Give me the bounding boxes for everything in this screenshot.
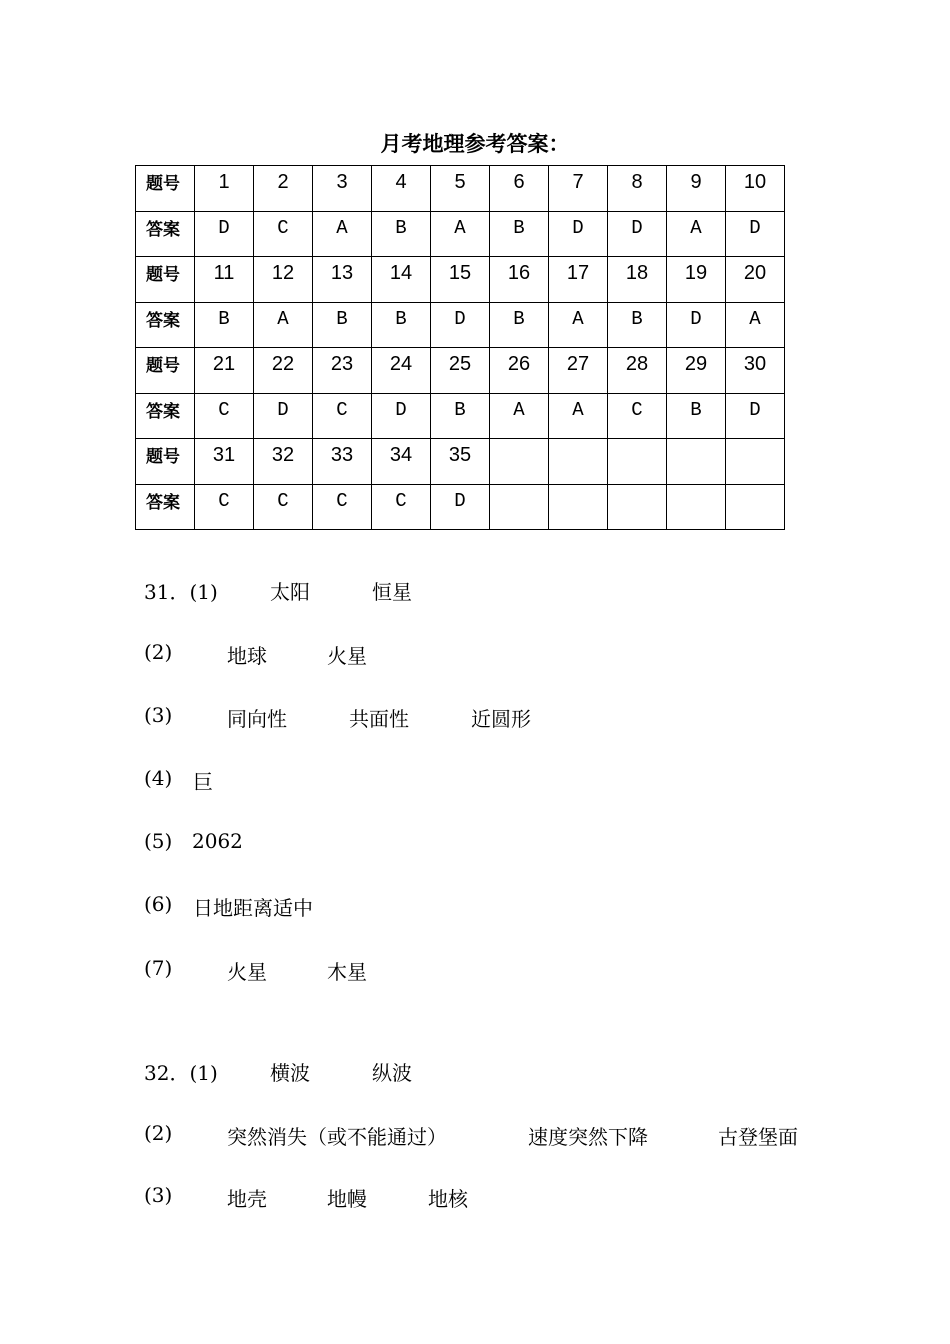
q31-part3-answer-c: 近圆形	[471, 707, 531, 731]
question-number-cell: 34	[372, 439, 431, 485]
q31-part4-label: (4)	[144, 766, 173, 790]
answer-cell: C	[254, 484, 313, 530]
question-number-cell: 14	[372, 257, 431, 303]
q31-part3-answer-a: 同向性	[227, 707, 287, 731]
answer-cell: A	[549, 302, 608, 348]
question-number-cell: 6	[490, 166, 549, 212]
question-number-cell	[549, 439, 608, 485]
q32-part3-answer-c: 地核	[428, 1187, 468, 1211]
answer-cell: D	[195, 211, 254, 257]
q31-part6-label: (6)	[144, 892, 173, 916]
question-number-cell: 35	[431, 439, 490, 485]
answer-cell: B	[667, 393, 726, 439]
question-number-cell: 29	[667, 348, 726, 394]
question-number-cell: 2	[254, 166, 313, 212]
question-number-cell: 22	[254, 348, 313, 394]
answer-cell: C	[313, 393, 372, 439]
question-number-row	[136, 166, 785, 212]
question-number-cell: 18	[608, 257, 667, 303]
q32-part3-answer-b: 地幔	[327, 1187, 367, 1211]
answer-cell: C	[372, 484, 431, 530]
question-number-cell: 11	[195, 257, 254, 303]
answer-cell: A	[549, 393, 608, 439]
answer-label-cell: 答案	[136, 302, 195, 348]
answer-cell	[726, 484, 785, 530]
question-number-cell: 25	[431, 348, 490, 394]
question-number-cell: 3	[313, 166, 372, 212]
answer-cell: A	[313, 211, 372, 257]
q32-part1-label: 32．(1)	[144, 1061, 218, 1085]
question-number-cell: 26	[490, 348, 549, 394]
q31-part2-answer-a: 地球	[227, 644, 267, 668]
answer-cell: C	[195, 393, 254, 439]
answer-row	[136, 211, 785, 257]
question-number-cell: 10	[726, 166, 785, 212]
answer-cell	[667, 484, 726, 530]
question-label-cell: 题号	[136, 166, 195, 212]
question-number-cell: 4	[372, 166, 431, 212]
question-number-cell	[490, 439, 549, 485]
q31-part5-label: (5)	[144, 829, 173, 853]
answer-cell: D	[726, 211, 785, 257]
page-title: 月考地理参考答案：	[380, 132, 570, 156]
question-label-cell: 题号	[136, 348, 195, 394]
question-number-cell: 27	[549, 348, 608, 394]
question-number-cell: 7	[549, 166, 608, 212]
q31-part1-answer-a: 太阳	[270, 580, 310, 604]
answer-cell: B	[608, 302, 667, 348]
answer-cell: A	[490, 393, 549, 439]
answer-cell: B	[372, 302, 431, 348]
answer-cell: A	[254, 302, 313, 348]
q32-part1-answer-b: 纵波	[372, 1061, 412, 1085]
answer-cell: D	[549, 211, 608, 257]
question-label-cell: 题号	[136, 257, 195, 303]
question-label-cell: 题号	[136, 439, 195, 485]
q32-part2-label: (2)	[144, 1121, 173, 1145]
question-number-cell: 33	[313, 439, 372, 485]
answer-cell: D	[431, 484, 490, 530]
question-number-cell: 13	[313, 257, 372, 303]
q31-part3-answer-b: 共面性	[349, 707, 409, 731]
answer-cell: D	[431, 302, 490, 348]
question-number-cell: 8	[608, 166, 667, 212]
q31-part7-answer-a: 火星	[227, 960, 267, 984]
q32-part3-answer-a: 地壳	[227, 1187, 267, 1211]
question-number-cell: 23	[313, 348, 372, 394]
q32-part2-answer-c: 古登堡面	[718, 1125, 798, 1149]
answer-cell: D	[254, 393, 313, 439]
q31-part4-answer: 巨	[193, 770, 213, 794]
question-number-row	[136, 257, 785, 303]
question-number-cell: 31	[195, 439, 254, 485]
answer-cell: D	[726, 393, 785, 439]
q31-part3-label: (3)	[144, 703, 173, 727]
answer-cell: B	[490, 302, 549, 348]
answer-label-cell: 答案	[136, 484, 195, 530]
q31-part7-label: (7)	[144, 956, 173, 980]
question-number-row	[136, 439, 785, 485]
answer-label-cell: 答案	[136, 211, 195, 257]
q32-part2-answer-b: 速度突然下降	[528, 1125, 648, 1149]
question-number-cell: 15	[431, 257, 490, 303]
answer-cell: B	[372, 211, 431, 257]
q31-part5-answer: 2062	[192, 829, 243, 853]
answer-cell: D	[667, 302, 726, 348]
q31-part6-answer: 日地距离适中	[193, 896, 313, 920]
q31-part1-answer-b: 恒星	[372, 580, 412, 604]
question-number-row	[136, 348, 785, 394]
answer-cell: A	[667, 211, 726, 257]
q32-part3-label: (3)	[144, 1183, 173, 1207]
question-number-cell: 28	[608, 348, 667, 394]
question-number-cell: 12	[254, 257, 313, 303]
q31-part2-answer-b: 火星	[327, 644, 367, 668]
question-number-cell	[726, 439, 785, 485]
answer-cell: C	[608, 393, 667, 439]
answer-row	[136, 302, 785, 348]
answer-row	[136, 484, 785, 530]
answer-cell: C	[195, 484, 254, 530]
answer-cell	[490, 484, 549, 530]
q31-part2-label: (2)	[144, 640, 173, 664]
question-number-cell	[608, 439, 667, 485]
q31-part7-answer-b: 木星	[327, 960, 367, 984]
question-number-cell: 24	[372, 348, 431, 394]
question-number-cell: 16	[490, 257, 549, 303]
answer-cell: D	[608, 211, 667, 257]
q31-part1-label: 31．(1)	[144, 580, 218, 604]
answer-cell: A	[726, 302, 785, 348]
question-number-cell: 32	[254, 439, 313, 485]
question-number-cell: 20	[726, 257, 785, 303]
q32-part1-answer-a: 横波	[270, 1061, 310, 1085]
answer-label-cell: 答案	[136, 393, 195, 439]
answer-cell: B	[313, 302, 372, 348]
answer-cell: C	[313, 484, 372, 530]
q32-part2-answer-a: 突然消失（或不能通过）	[227, 1125, 447, 1149]
question-number-cell: 9	[667, 166, 726, 212]
answer-cell: B	[431, 393, 490, 439]
question-number-cell: 30	[726, 348, 785, 394]
question-number-cell: 1	[195, 166, 254, 212]
question-number-cell: 5	[431, 166, 490, 212]
answer-cell	[608, 484, 667, 530]
question-number-cell: 19	[667, 257, 726, 303]
question-number-cell: 21	[195, 348, 254, 394]
question-number-cell	[667, 439, 726, 485]
answer-row	[136, 393, 785, 439]
answer-cell: C	[254, 211, 313, 257]
question-number-cell: 17	[549, 257, 608, 303]
answer-cell: A	[431, 211, 490, 257]
answer-cell: D	[372, 393, 431, 439]
answer-cell: B	[195, 302, 254, 348]
answer-cell: B	[490, 211, 549, 257]
answer-table	[135, 165, 785, 530]
answer-cell	[549, 484, 608, 530]
